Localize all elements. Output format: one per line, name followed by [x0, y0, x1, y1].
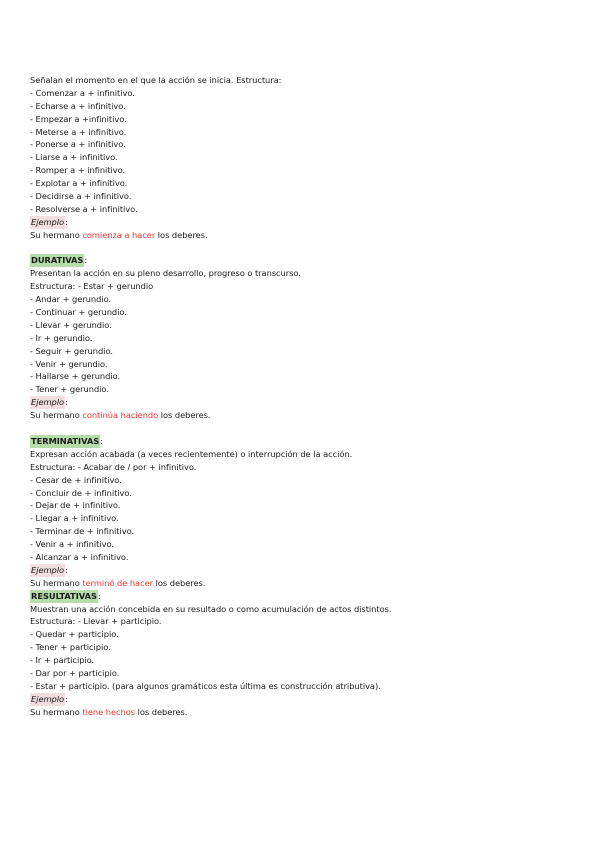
- example-label-line: Ejemplo:: [31, 564, 68, 575]
- example-label-line: Ejemplo:: [31, 693, 68, 704]
- section-heading: DURATIVAS: [31, 255, 84, 266]
- list-item: - Meterse a + infinitivo.: [30, 126, 127, 137]
- example-suffix: los deberes.: [135, 706, 188, 717]
- example-suffix: los deberes.: [158, 410, 211, 421]
- list-item: - Ir + participio.: [30, 655, 95, 666]
- example-prefix: Su hermano: [30, 410, 83, 421]
- list-item: - Liarse a + infinitivo.: [30, 152, 118, 163]
- list-item: - Hallarse + gerundio.: [30, 371, 121, 382]
- example-label-line: Ejemplo:: [31, 397, 68, 408]
- list-item: - Comenzar a + infinitivo.: [30, 87, 135, 98]
- list-item: - Andar + gerundio.: [30, 294, 112, 305]
- example-suffix: los deberes.: [155, 229, 208, 240]
- example-suffix: los deberes.: [153, 577, 206, 588]
- list-item: - Quedar + participio.: [30, 629, 119, 640]
- example-highlight: terminó de hacer: [82, 577, 154, 588]
- example-label: Ejemplo: [31, 216, 65, 227]
- list-item: - Concluir de + infinitivo.: [30, 487, 132, 498]
- section-heading-line: TERMINATIVAS:: [31, 435, 103, 446]
- section-terminativas: [30, 435, 575, 590]
- example-highlight: comienza a hacer: [82, 229, 156, 240]
- list-item: - Llegar a + infinitivo.: [30, 513, 119, 524]
- list-item: - Decidirse a + infinitivo.: [30, 191, 132, 202]
- section-structure: Estructura: - Llevar + participio.: [30, 616, 162, 627]
- example-prefix: Su hermano: [30, 706, 83, 717]
- list-item: - Continuar + gerundio.: [30, 307, 127, 318]
- example-label: Ejemplo: [31, 397, 65, 408]
- list-item: - Echarse a + infinitivo.: [30, 100, 126, 111]
- list-item: - Tener + participio.: [30, 642, 111, 653]
- example-sentence: [30, 577, 575, 590]
- example-label: Ejemplo: [31, 693, 65, 704]
- list-item: - Romper a + infinitivo.: [30, 165, 126, 176]
- example-sentence: [30, 409, 575, 422]
- example-prefix: Su hermano: [30, 577, 83, 588]
- section-heading: TERMINATIVAS: [31, 435, 100, 446]
- list-item: - Ir + gerundio.: [30, 332, 93, 343]
- list-item: - Ponerse a + infinitivo.: [30, 139, 126, 150]
- example-sentence: [30, 229, 575, 242]
- list-item: - Explotar a + infinitivo.: [30, 178, 128, 189]
- list-item: - Cesar de + infinitivo.: [30, 474, 122, 485]
- list-item: - Dejar de + infinitivo.: [30, 500, 121, 511]
- list-item: - Empezar a +infinitivo.: [30, 113, 127, 124]
- section-structure: Estructura: - Acabar de / por + infinitivo.: [30, 461, 197, 472]
- section-heading-line: RESULTATIVAS:: [31, 590, 101, 601]
- list-item: - Resolverse a + infinitivo.: [30, 203, 138, 214]
- section-structure: Estructura: - Estar + gerundio: [30, 281, 154, 292]
- section-intro: Presentan la acción en su pleno desarrollo, progreso o transcurso.: [30, 268, 301, 279]
- section-heading-line: DURATIVAS:: [31, 255, 88, 266]
- example-label: Ejemplo: [31, 564, 65, 575]
- list-item: - Venir + gerundio.: [30, 358, 108, 369]
- document-page: [30, 74, 575, 719]
- list-item: - Dar por + participio.: [30, 667, 120, 678]
- section-heading: RESULTATIVAS: [31, 590, 97, 601]
- list-item: - Terminar de + infinitivo.: [30, 526, 135, 537]
- list-item: - Alcanzar a + infinitivo.: [30, 551, 129, 562]
- list-item: - Venir a + infinitivo.: [30, 539, 114, 550]
- example-prefix: Su hermano: [30, 229, 83, 240]
- section-incoativas: [30, 74, 575, 242]
- list-item: - Llevar + gerundio.: [30, 319, 112, 330]
- example-sentence: [30, 706, 575, 719]
- section-intro: Muestran una acción concebida en su resultado o como acumulación de actos distintos.: [30, 603, 392, 614]
- list-item: - Seguir + gerundio.: [30, 345, 113, 356]
- example-highlight: tiene hechos: [82, 706, 136, 717]
- section-resultativas: [30, 590, 575, 719]
- section-durativas: [30, 254, 575, 422]
- list-item: - Estar + participio. (para algunos gramáticos esta última es construcción atributiva).: [30, 680, 381, 691]
- section-intro: Expresan acción acabada (a veces recientemente) o interrupción de la acción.: [30, 448, 353, 459]
- example-label-line: Ejemplo:: [31, 216, 68, 227]
- example-highlight: continúa haciendo: [82, 410, 159, 421]
- section-intro: Señalan el momento en el que la acción se inicia. Estructura:: [30, 75, 282, 85]
- list-item: - Tener + gerundio.: [30, 384, 109, 395]
